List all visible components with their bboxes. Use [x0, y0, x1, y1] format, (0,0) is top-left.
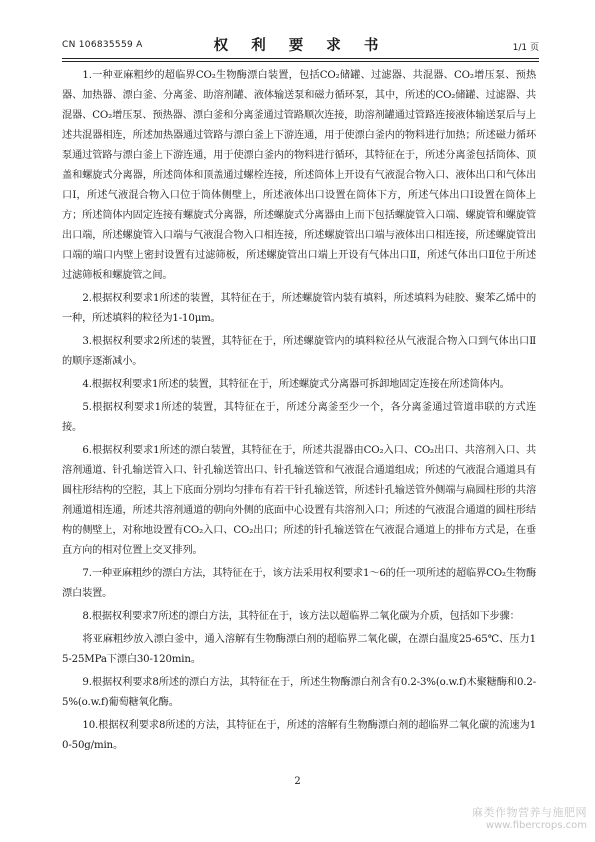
header-divider-thick: [62, 58, 539, 59]
header-divider-thin: [62, 61, 539, 62]
claim-6: 6.根据权利要求1所述的漂白装置，其特征在于，所述共混器由CO₂入口、CO₂出口、共溶剂入口、共溶剂通道、针孔输送管入口、针孔输送管出口、针孔输送管和气液混合通道组成；所述的气液混合通道具有圆柱形结构的空腔，其上下底面分别均匀排布有若干针孔输送管，所述针孔输送管外侧端与扁圆柱形的共溶剂通道相连通，所述共溶剂通道的朝向外侧的底面中心设置有共溶剂入口；所述的气液混合通道的圆柱形结构的侧壁上，对称地设置有CO₂入口、CO₂出口；所述的针孔输送管在气液混合通道上的排布方式是，在垂直方向的相对位置上交叉排列。: [62, 445, 536, 556]
claim-3: 3.根据权利要求2所述的装置，其特征在于，所述螺旋管内的填料粒径从气液混合物入口到气体出口Ⅱ的顺序逐渐减小。: [62, 336, 536, 367]
claim-8: 8.根据权利要求7所述的漂白方法，其特征在于，该方法以超临界二氧化碳为介质，包括如下步骤：: [82, 611, 520, 622]
publication-number: CN 106835559 A: [62, 40, 143, 50]
page-number: 2: [294, 776, 301, 787]
claim-1: 1.一种亚麻粗纱的超临界CO₂生物酶漂白装置，包括CO₂储罐、过滤器、共混器、CO₂增压泵、预热器、加热器、漂白釜、分离釜、助溶剂罐、液体输送泵和磁力循环泵，其中，所述的CO₂储罐、过滤器、共混器、CO₂增压泵、预热器、漂白釜和分离釜通过管路顺次连接，助溶剂罐通过管路连接液体输送泵后与上述共混器相连，所述加热器通过管路与漂白釜上下游连通，用于使漂白釜内的物料进行加热；所述磁力循环泵通过管路与漂白釜上下游连通，用于使漂白釜内的物料进行循环，其特征在于，所述分离釜包括筒体、顶盖和螺旋式分离器，所述筒体和顶盖通过螺栓连接，所述筒体上开设有气液混合物入口、液体出口和气体出口Ⅰ，所述气液混合物入口位于筒体侧壁上，所述液体出口设置在筒体下方，所述气体出口Ⅰ设置在筒体上方；所述筒体内固定连接有螺旋式分离器，所述螺旋式分离器由上而下包括螺旋管入口端、螺旋管和螺旋管出口端，所述螺旋管入口端与气液混合物入口相连接，所述螺旋管出口端与液体出口相连接，所述螺旋管出口端的端口内壁上密封设置有过滤筛板，所述螺旋管出口端上开设有气体出口Ⅱ，所述气体出口Ⅱ位于所述过滤筛板和螺旋管之间。: [62, 70, 536, 281]
page-indicator: 1/1 页: [512, 43, 539, 53]
claim-4: 4.根据权利要求1所述的装置，其特征在于，所述螺旋式分离器可拆卸地固定连接在所述筒体内。: [82, 379, 510, 390]
claim-5: 5.根据权利要求1所述的装置，其特征在于，所述分离釜至少一个，各分离釜通过管道串联的方式连接。: [62, 402, 536, 433]
claims-body: [62, 66, 536, 759]
claim-7: 7.一种亚麻粗纱的漂白方法，其特征在于，该方法采用权利要求1～6的任一项所述的超临界CO₂生物酶漂白装置。: [62, 568, 536, 599]
page-header: [62, 30, 539, 60]
claim-9: 9.根据权利要求8所述的漂白方法，其特征在于，所述生物酶漂白剂含有0.2-3%(o.w.f)木聚糖酶和0.2-5%(o.w.f)葡萄糖氧化酶。: [62, 677, 536, 708]
document-title: 权 利 要 求 书: [213, 37, 388, 54]
watermark-site-name: 麻类作物营养与施肥网: [472, 806, 587, 819]
claim-10: 10.根据权利要求8所述的方法，其特征在于，所述的溶解有生物酶漂白剂的超临界二氧化碳的流速为10-50g/min。: [62, 720, 536, 751]
watermark-url: www.fibercrops.com: [485, 820, 587, 831]
site-watermark: [472, 806, 587, 832]
claim-8-step: 将亚麻粗纱放入漂白釜中，通入溶解有生物酶漂白剂的超临界二氧化碳，在漂白温度25-65℃、压力15-25MPa下漂白30-120min。: [62, 634, 536, 665]
claim-2: 2.根据权利要求1所述的装置，其特征在于，所述螺旋管内装有填料，所述填料为硅胶、聚苯乙烯中的一种，所述填料的粒径为1-10μm。: [62, 293, 536, 324]
